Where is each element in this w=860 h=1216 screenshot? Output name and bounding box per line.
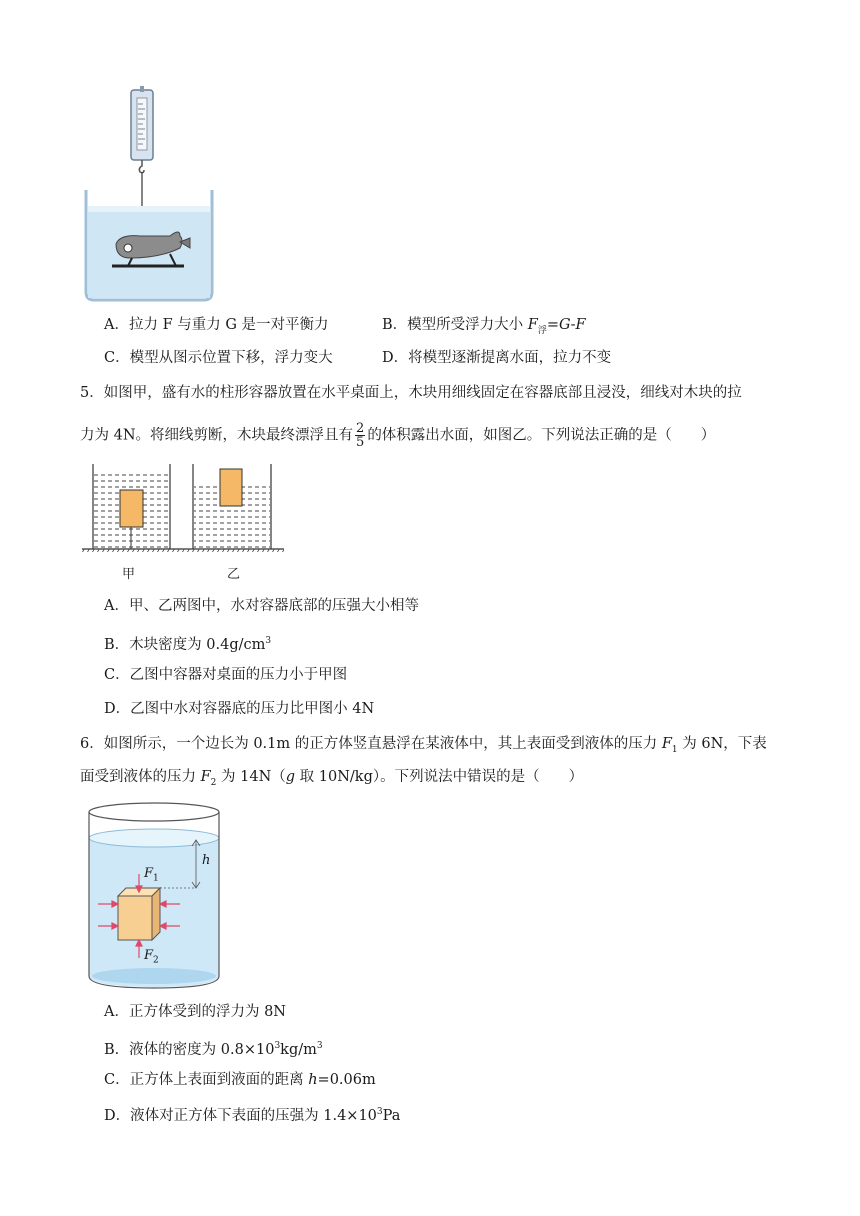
q6-option-d-sup: 3 — [376, 1107, 383, 1117]
q6-stem-line1 — [80, 734, 767, 760]
q5-stem-line2a: 力为 4N。将细线剪断，木块最终漂浮且有 — [80, 427, 354, 444]
q6-stem-g: g — [285, 769, 296, 785]
q6-stem-line1b: 为 6N，下表 — [677, 736, 767, 752]
q6-stem-f2: F — [200, 769, 211, 785]
q6-label-h — [202, 853, 210, 868]
q4-option-b-minus: - — [570, 317, 576, 333]
q5-option-b — [104, 631, 271, 655]
q6-option-b-text: B．液体的密度为 0.8×10 — [104, 1041, 275, 1058]
q6-option-b-sup1: 3 — [274, 1041, 281, 1051]
q5-stem-line2b: 的体积露出水面，如图乙。下列说法正确的是（ ） — [367, 427, 716, 444]
q4-option-d: D．将模型逐渐提离水面，拉力不变 — [382, 350, 612, 366]
q6-stem-line1a: 6．如图所示，一个边长为 0.1m 的正方体竖直悬浮在某液体中，其上表面受到液体的压力 — [80, 736, 662, 752]
q6-option-b-mid: kg/m — [280, 1041, 317, 1058]
q6-option-c — [104, 1070, 376, 1090]
q4-option-b-g: G — [559, 317, 571, 333]
q6-stem-line2a: 面受到液体的压力 — [80, 769, 201, 785]
q5-frac-den: 5 — [356, 435, 365, 450]
q6-stem-line2b: 为 14N（ — [216, 769, 286, 785]
q5-option-c: C．乙图中容器对桌面的压力小于甲图 — [104, 667, 348, 683]
q5-option-b-text: B．木块密度为 0.4g/cm — [104, 636, 266, 653]
q6-option-b — [104, 1036, 323, 1060]
q5-label-yi: 乙 — [227, 567, 241, 582]
q6-stem-line2 — [80, 767, 583, 793]
q6-label-f2-text: F — [144, 948, 154, 963]
q4-option-b-f: F — [527, 317, 538, 333]
q4-option-b-text: B．模型所受浮力大小 — [382, 317, 528, 333]
q4-option-c: C．模型从图示位置下移，浮力变大 — [104, 350, 333, 366]
q6-stem-f1: F — [661, 736, 672, 752]
q4-spring-scale-figure — [80, 86, 220, 306]
q4-option-b-sub: 浮 — [537, 325, 547, 336]
q6-label-f1-text: F — [144, 866, 154, 881]
q5-stem-line2 — [80, 422, 715, 449]
q6-label-f1 — [144, 866, 159, 884]
q6-option-c-prefix: C．正方体上表面到液面的距离 — [104, 1072, 309, 1088]
q5-frac-num: 2 — [356, 421, 365, 436]
q4-option-b-eq: = — [546, 317, 559, 333]
q5-label-jia: 甲 — [122, 567, 136, 582]
q6-label-f2-sub: 2 — [153, 955, 159, 966]
q6-label-f1-sub: 1 — [153, 873, 159, 884]
q6-label-h-text: h — [202, 853, 211, 868]
q5-option-d: D．乙图中水对容器底的压力比甲图小 4N — [104, 701, 375, 717]
q5-option-a: A．甲、乙两图中，水对容器底部的压强大小相等 — [104, 598, 419, 614]
q6-label-f2 — [144, 948, 159, 966]
q4-option-b — [382, 315, 586, 341]
q6-stem-line2c: 取 10N/kg）。下列说法中错误的是（ ） — [295, 769, 584, 785]
q6-stem-f1-sub: 1 — [671, 744, 678, 755]
q6-option-d — [104, 1102, 400, 1126]
q6-option-b-sup2: 3 — [316, 1041, 323, 1051]
q5-fraction — [355, 422, 365, 449]
q6-option-c-h: h — [308, 1072, 318, 1088]
q4-option-a: A．拉力 F 与重力 G 是一对平衡力 — [104, 317, 329, 333]
q6-option-c-suffix: =0.06m — [317, 1072, 376, 1088]
q6-option-a: A．正方体受到的浮力为 8N — [104, 1004, 286, 1020]
q4-option-b-f2: F — [575, 317, 586, 333]
q6-option-d-unit: Pa — [382, 1107, 401, 1124]
q5-option-b-sup: 3 — [265, 636, 272, 646]
q5-stem-line1: 5．如图甲，盛有水的柱形容器放置在水平桌面上，木块用细线固定在容器底部且浸没，细线对木块的拉 — [80, 385, 742, 401]
q6-stem-f2-sub: 2 — [210, 777, 217, 788]
q5-containers-figure — [80, 460, 290, 552]
q6-option-d-text: D．液体对正方体下表面的压强为 1.4×10 — [104, 1107, 377, 1124]
